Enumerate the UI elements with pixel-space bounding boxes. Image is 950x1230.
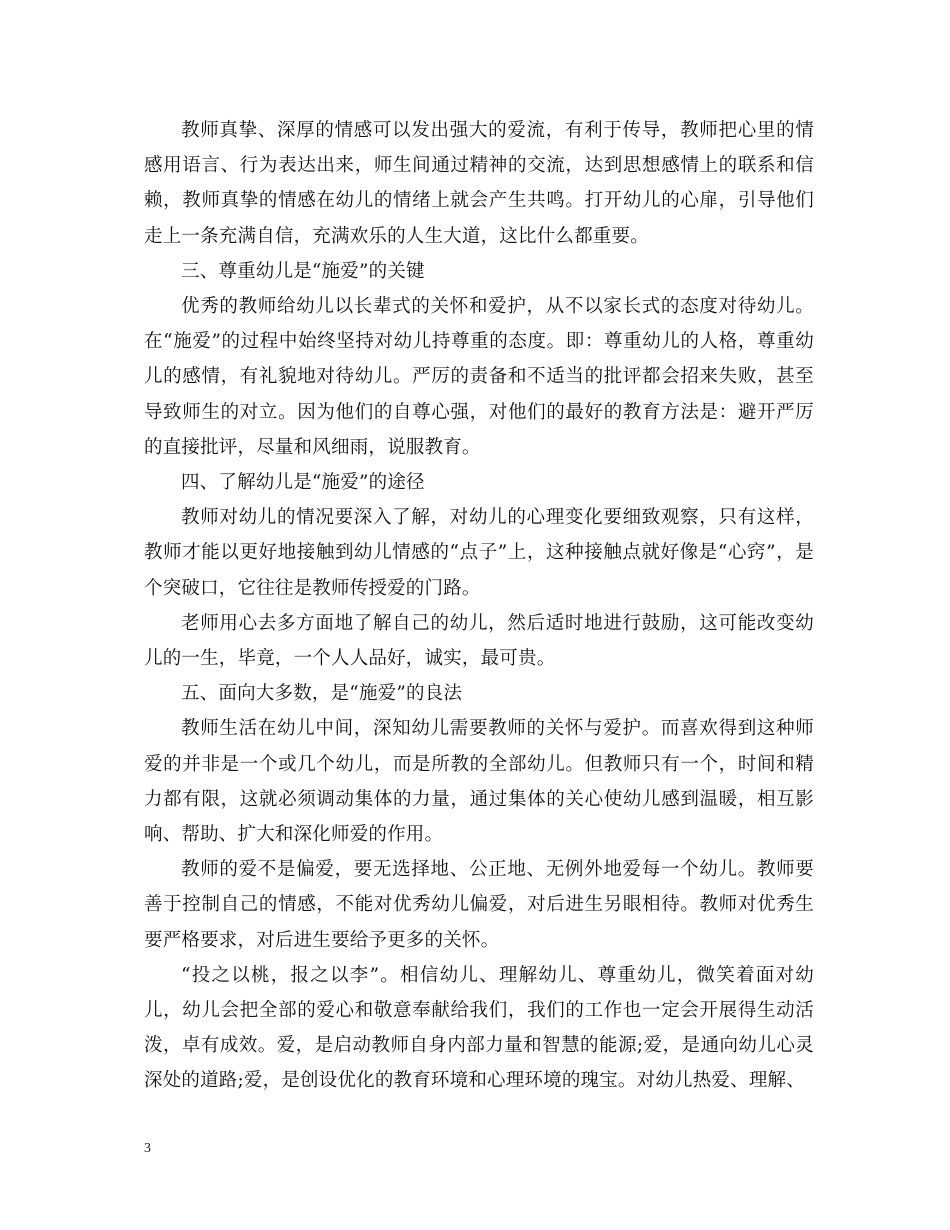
paragraph-encourage: 老师用心去多方面地了解自己的幼儿，然后适时地进行鼓励，这可能改变幼儿的一生，毕竟，一个人人品好，诚实，最可贵。 (144, 612, 814, 670)
document-body (144, 113, 814, 1099)
paragraph-majority: 教师生活在幼儿中间，深知幼儿需要教师的关怀与爱护。而喜欢得到这种师爱的并非是一个或几个幼儿，而是所教的全部幼儿。但教师只有一个，时间和精力都有限，这就必须调动集体的力量，通过集体的关心使幼儿感到温暖，相互影响、帮助、扩大和深化师爱的作用。 (144, 718, 814, 846)
paragraph-respect: 优秀的教师给幼儿以长辈式的关怀和爱护，从不以家长式的态度对待幼儿。在“施爱”的过程中始终坚持对幼儿持尊重的态度。即：尊重幼儿的人格，尊重幼儿的感情，有礼貌地对待幼儿。严厉的责备和不适当的批评都会招来失败，甚至导致师生的对立。因为他们的自尊心强，对他们的最好的教育方法是：避开严厉的直接批评，尽量和风细雨，说服教育。 (144, 296, 814, 458)
paragraph-emotion: 教师真挚、深厚的情感可以发出强大的爱流，有利于传导，教师把心里的情感用语言、行为表达出来，师生间通过精神的交流，达到思想感情上的联系和信赖，教师真挚的情感在幼儿的情绪上就会产生共鸣。打开幼儿的心扉，引导他们走上一条充满自信，充满欢乐的人生大道，这比什么都重要。 (144, 120, 814, 247)
section-heading-respect: 三、尊重幼儿是“施爱”的关键 (181, 260, 425, 282)
page-number: 3 (144, 1141, 151, 1156)
section-heading-understand: 四、了解幼儿是“施爱”的途径 (181, 472, 425, 494)
section-heading-majority: 五、面向大多数，是“施爱”的良法 (181, 683, 463, 705)
paragraph-understand: 教师对幼儿的情况要深入了解，对幼儿的心理变化要细致观察，只有这样，教师才能以更好地接触到幼儿情感的“点子”上，这种接触点就好像是“心窍”，是个突破口，它往往是教师传授爱的门路。 (144, 507, 814, 599)
paragraph-fairness: 教师的爱不是偏爱，要无选择地、公正地、无例外地爱每一个幼儿。教师要善于控制自己的情感，不能对优秀幼儿偏爱，对后进生另眼相待。教师对优秀生要严格要求，对后进生要给予更多的关怀。 (144, 859, 814, 951)
paragraph-conclusion: “投之以桃，报之以李”。相信幼儿、理解幼儿、尊重幼儿，微笑着面对幼儿，幼儿会把全部的爱心和敬意奉献给我们，我们的工作也一定会开展得生动活泼，卓有成效。爱，是启动教师自身内部力量和智慧的能源;爱，是通向幼儿心灵深处的道路;爱，是创设优化的教育环境和心理环境的瑰宝。对幼儿热爱、理解、 (144, 964, 814, 1092)
